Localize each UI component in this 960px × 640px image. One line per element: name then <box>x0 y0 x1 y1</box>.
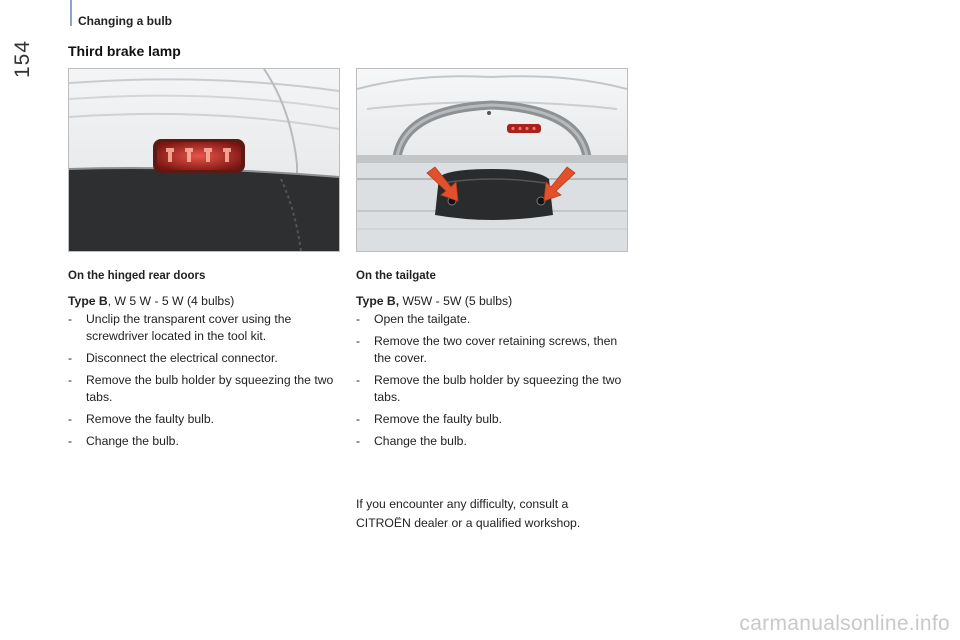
bulb-type-value: , W 5 W - 5 W (4 bulbs) <box>107 294 235 308</box>
step-dash: - <box>356 434 361 448</box>
step-text: Disconnect the electrical connector. <box>86 351 278 365</box>
step-item <box>356 433 634 450</box>
bulb-type-value: W5W - 5W (5 bulbs) <box>399 294 513 308</box>
rear-door-lamp-illustration <box>68 68 340 252</box>
step-text: Remove the bulb holder by squeezing the two tabs. <box>86 373 334 404</box>
step-dash: - <box>356 412 361 426</box>
page-title: Third brake lamp <box>68 43 181 59</box>
bulb-type-label: Type B, <box>356 294 400 308</box>
step-dash: - <box>356 334 361 348</box>
step-text: Remove the two cover retaining screws, then the cover. <box>374 334 618 365</box>
hinged-doors-steps <box>68 311 338 450</box>
step-item <box>68 433 338 450</box>
step-text: Remove the faulty bulb. <box>86 412 215 426</box>
bulb-type-label: Type B <box>68 294 108 308</box>
hinged-doors-column <box>68 268 338 455</box>
step-text: Change the bulb. <box>86 434 179 448</box>
step-dash: - <box>68 412 73 426</box>
hinged-doors-heading: On the hinged rear doors <box>68 270 206 282</box>
step-dash: - <box>356 373 361 387</box>
section-header: Changing a bulb <box>78 14 172 28</box>
watermark: carmanualsonline.info <box>739 612 950 635</box>
step-item <box>356 311 634 328</box>
dealer-note: If you encounter any difficulty, consult a CITROËN dealer or a qualified workshop. <box>356 497 581 530</box>
step-dash: - <box>356 312 361 326</box>
step-text: Remove the bulb holder by squeezing the two tabs. <box>374 373 622 404</box>
step-text: Unclip the transparent cover using the screwdriver located in the tool kit. <box>86 312 292 343</box>
step-item <box>68 411 338 428</box>
tailgate-bulb-type <box>356 293 634 310</box>
step-item <box>356 333 634 367</box>
page-number: 154 <box>11 39 34 78</box>
tailgate-heading: On the tailgate <box>356 270 436 282</box>
step-dash: - <box>68 312 73 326</box>
step-item <box>356 411 634 428</box>
step-text: Change the bulb. <box>374 434 467 448</box>
step-dash: - <box>68 373 73 387</box>
tailgate-column <box>356 268 634 455</box>
step-item <box>68 350 338 367</box>
step-item <box>356 372 634 406</box>
hinged-doors-bulb-type <box>68 293 338 310</box>
step-text: Remove the faulty bulb. <box>374 412 503 426</box>
step-text: Open the tailgate. <box>374 312 471 326</box>
tailgate-steps <box>356 311 634 450</box>
tailgate-lamp-illustration <box>356 68 628 252</box>
step-dash: - <box>68 351 73 365</box>
section-rule <box>70 0 72 26</box>
step-item <box>68 372 338 406</box>
step-item <box>68 311 338 345</box>
step-dash: - <box>68 434 73 448</box>
